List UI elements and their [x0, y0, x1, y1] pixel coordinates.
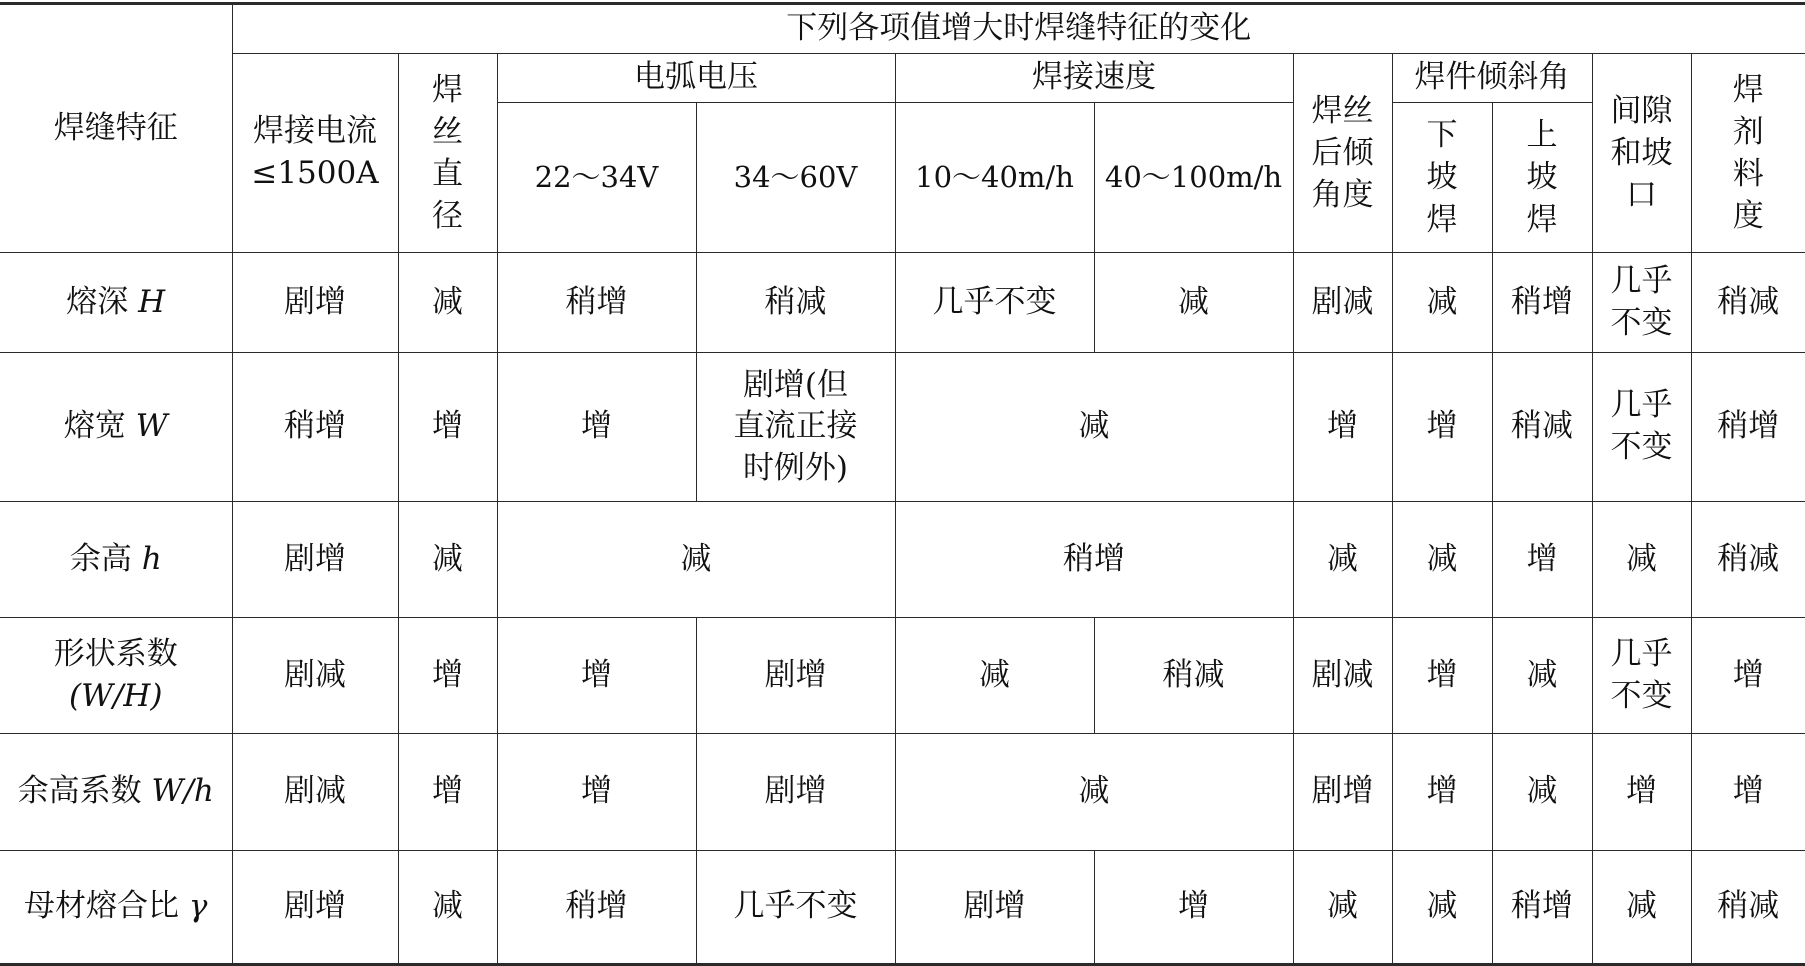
row-label-text: 余高: [69, 540, 142, 577]
cell-downhill: 减: [1392, 851, 1492, 965]
cell-voltage-merged: 减: [497, 502, 895, 618]
cell-downhill: 减: [1392, 502, 1492, 618]
cell-speed-high: 增: [1094, 851, 1293, 965]
cell-wire-tilt: 剧增: [1293, 734, 1392, 851]
header-uphill: 上 坡 焊: [1492, 103, 1592, 253]
cell-current: 剧增: [232, 253, 398, 353]
cell-flux: 稍减: [1691, 851, 1805, 965]
cell-wire-tilt: 减: [1293, 851, 1392, 965]
cell-gap: 几乎 不变: [1592, 253, 1691, 353]
cell-speed-low: 减: [895, 618, 1094, 734]
row-label-var: γ: [188, 888, 208, 925]
header-speed-high: 40～100m/h: [1094, 103, 1293, 253]
row-label: [0, 502, 232, 618]
header-row-2: [0, 54, 1805, 103]
cell-gap: 增: [1592, 734, 1691, 851]
row-label-text: 母材熔合比: [24, 888, 189, 925]
cell-voltage-low: 稍增: [497, 851, 696, 965]
table-row: [0, 502, 1805, 618]
row-label-text: 余高系数: [17, 773, 152, 810]
header-voltage-high: 34～60V: [696, 103, 895, 253]
cell-wire: 减: [398, 502, 497, 618]
cell-flux: 稍增: [1691, 353, 1805, 502]
cell-flux: 增: [1691, 618, 1805, 734]
cell-current: 剧增: [232, 851, 398, 965]
cell-wire: 增: [398, 734, 497, 851]
cell-uphill: 稍增: [1492, 253, 1592, 353]
row-label: [0, 851, 232, 965]
row-label: [0, 734, 232, 851]
row-label-var: W: [135, 408, 168, 445]
weld-characteristics-table-container: [0, 2, 1805, 966]
table-row: [0, 253, 1805, 353]
cell-speed-merged: 减: [895, 734, 1293, 851]
header-current: 焊接电流 ≤1500A: [232, 54, 398, 253]
row-label-text: 熔宽: [63, 408, 136, 445]
header-wire-diameter: 焊 丝 直 径: [398, 54, 497, 253]
cell-wire-tilt: 增: [1293, 353, 1392, 502]
cell-voltage-high: 剧增(但 直流正接 时例外): [696, 353, 895, 502]
header-downhill: 下 坡 焊: [1392, 103, 1492, 253]
cell-current: 稍增: [232, 353, 398, 502]
cell-voltage-low: 稍增: [497, 253, 696, 353]
row-label-header: 焊缝特征: [0, 4, 232, 253]
row-label-var: h: [141, 540, 162, 577]
row-label: [0, 618, 232, 734]
cell-wire: 增: [398, 618, 497, 734]
cell-wire: 减: [398, 851, 497, 965]
header-work-tilt: 焊件倾斜角: [1392, 54, 1592, 103]
header-gap-groove: 间隙 和坡 口: [1592, 54, 1691, 253]
row-label-var: W/h: [151, 773, 214, 810]
header-wire-tilt: 焊丝 后倾 角度: [1293, 54, 1392, 253]
cell-uphill: 减: [1492, 618, 1592, 734]
header-row-1: [0, 4, 1805, 54]
cell-downhill: 增: [1392, 618, 1492, 734]
cell-speed-high: 稍减: [1094, 618, 1293, 734]
cell-wire: 减: [398, 253, 497, 353]
cell-flux: 增: [1691, 734, 1805, 851]
cell-voltage-low: 增: [497, 353, 696, 502]
cell-voltage-high: 剧增: [696, 618, 895, 734]
cell-flux: 稍减: [1691, 253, 1805, 353]
cell-uphill: 稍减: [1492, 353, 1592, 502]
cell-gap: 减: [1592, 851, 1691, 965]
cell-voltage-low: 增: [497, 734, 696, 851]
group-title: 下列各项值增大时焊缝特征的变化: [232, 4, 1805, 54]
cell-uphill: 增: [1492, 502, 1592, 618]
cell-uphill: 稍增: [1492, 851, 1592, 965]
cell-downhill: 减: [1392, 253, 1492, 353]
cell-wire-tilt: 剧减: [1293, 253, 1392, 353]
header-arc-voltage: 电弧电压: [497, 54, 895, 103]
table-row: [0, 618, 1805, 734]
table-row: [0, 353, 1805, 502]
cell-voltage-high: 剧增: [696, 734, 895, 851]
cell-wire-tilt: 剧减: [1293, 618, 1392, 734]
header-welding-speed: 焊接速度: [895, 54, 1293, 103]
row-label-var: H: [138, 283, 166, 320]
cell-speed-merged: 减: [895, 353, 1293, 502]
cell-gap: 几乎 不变: [1592, 618, 1691, 734]
weld-characteristics-table: [0, 2, 1805, 966]
row-label: [0, 353, 232, 502]
row-label-line2: (W/H): [68, 677, 163, 714]
cell-wire-tilt: 减: [1293, 502, 1392, 618]
cell-speed-low: 几乎不变: [895, 253, 1094, 353]
cell-gap: 减: [1592, 502, 1691, 618]
cell-speed-high: 减: [1094, 253, 1293, 353]
cell-voltage-high: 几乎不变: [696, 851, 895, 965]
row-label-text: 熔深: [66, 283, 139, 320]
cell-current: 剧增: [232, 502, 398, 618]
row-label: [0, 253, 232, 353]
row-label-line1: 形状系数: [53, 635, 178, 672]
cell-uphill: 减: [1492, 734, 1592, 851]
header-flux-size: 焊 剂 料 度: [1691, 54, 1805, 253]
cell-voltage-high: 稍减: [696, 253, 895, 353]
table-row: [0, 734, 1805, 851]
cell-downhill: 增: [1392, 734, 1492, 851]
table-row: [0, 851, 1805, 965]
cell-current: 剧减: [232, 734, 398, 851]
cell-downhill: 增: [1392, 353, 1492, 502]
cell-current: 剧减: [232, 618, 398, 734]
cell-gap: 几乎 不变: [1592, 353, 1691, 502]
header-speed-low: 10～40m/h: [895, 103, 1094, 253]
cell-voltage-low: 增: [497, 618, 696, 734]
cell-wire: 增: [398, 353, 497, 502]
cell-flux: 稍减: [1691, 502, 1805, 618]
cell-speed-merged: 稍增: [895, 502, 1293, 618]
header-voltage-low: 22～34V: [497, 103, 696, 253]
cell-speed-low: 剧增: [895, 851, 1094, 965]
